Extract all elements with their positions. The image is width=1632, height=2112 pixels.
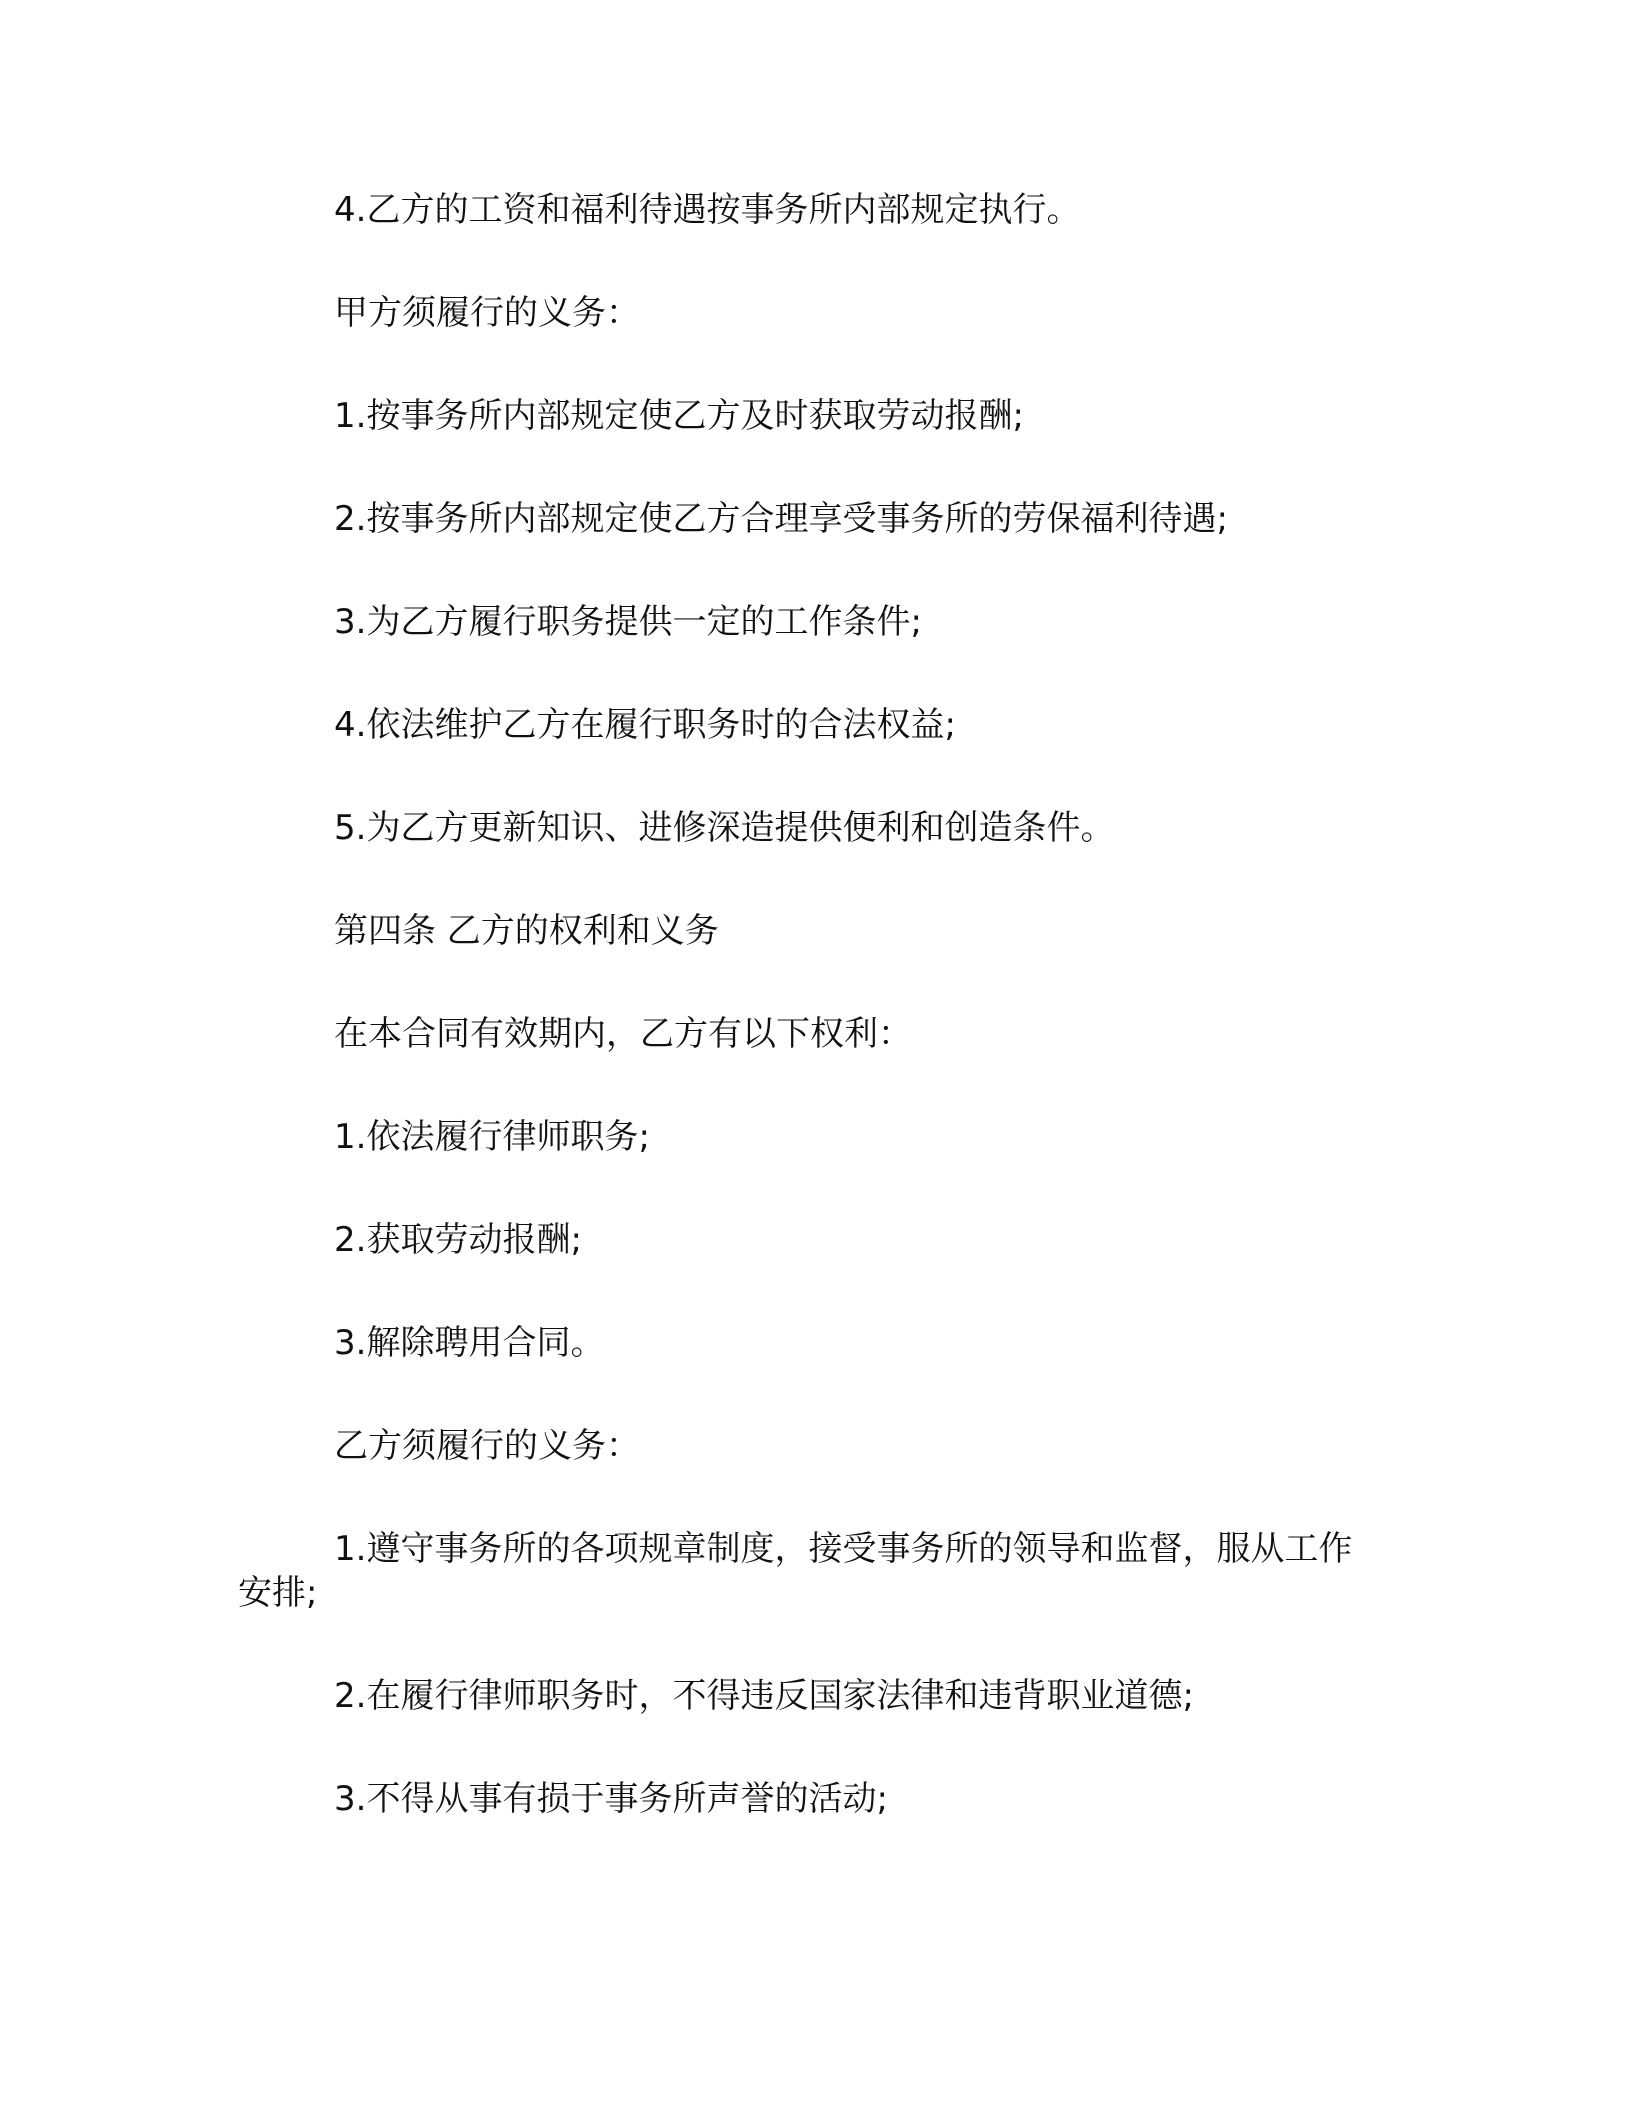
paragraph: 1.依法履行律师职务; [334, 1117, 650, 1157]
paragraph: 3.解除聘用合同。 [334, 1323, 605, 1363]
paragraph: 4.乙方的工资和福利待遇按事务所内部规定执行。 [334, 190, 1081, 230]
paragraph: 2.获取劳动报酬; [334, 1220, 582, 1260]
paragraph: 1.按事务所内部规定使乙方及时获取劳动报酬; [334, 396, 1024, 436]
paragraph: 5.为乙方更新知识、进修深造提供便利和创造条件。 [334, 808, 1115, 848]
paragraph: 1.遵守事务所的各项规章制度，接受事务所的领导和监督，服从工作安排; [238, 1529, 1353, 1613]
paragraph: 2.在履行律师职务时，不得违反国家法律和违背职业道德; [334, 1676, 1194, 1716]
section-heading: 第四条 乙方的权利和义务 [334, 911, 719, 951]
paragraph: 4.依法维护乙方在履行职务时的合法权益; [334, 705, 956, 745]
paragraph: 乙方须履行的义务： [334, 1426, 640, 1466]
paragraph: 2.按事务所内部规定使乙方合理享受事务所的劳保福利待遇; [334, 499, 1228, 539]
document-body [238, 188, 1368, 1821]
paragraph: 3.不得从事有损于事务所声誉的活动; [334, 1779, 888, 1819]
paragraph: 3.为乙方履行职务提供一定的工作条件; [334, 602, 922, 642]
paragraph: 甲方须履行的义务： [334, 293, 640, 333]
paragraph: 在本合同有效期内，乙方有以下权利： [334, 1014, 912, 1054]
